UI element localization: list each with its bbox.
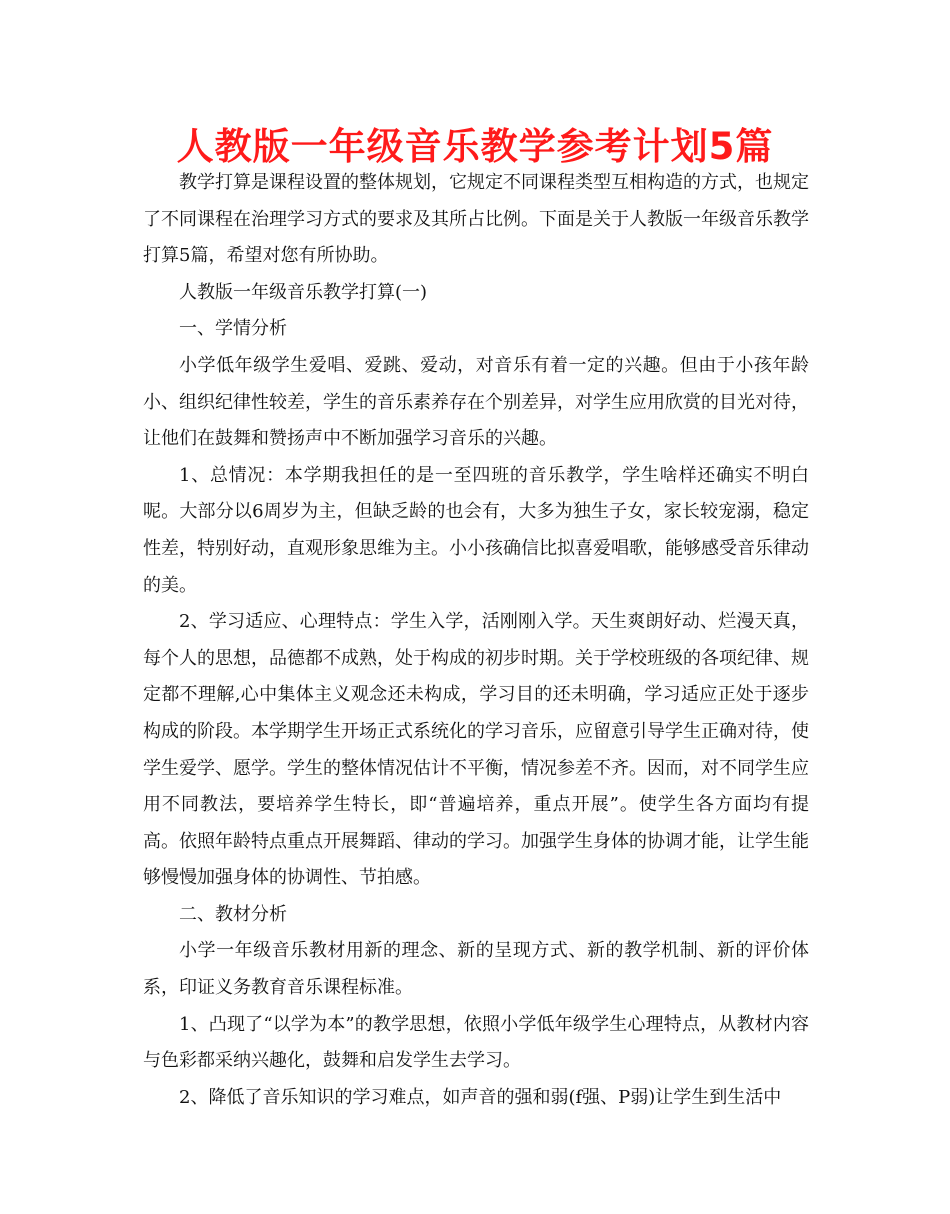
part1-paragraph-2: 1、总情况：本学期我担任的是一至四班的音乐教学，学生啥样还确实不明白呢。大部分以6周岁为主，但缺乏龄的也会有，大多为独生子女，家长较宠溺，稳定性差，特别好动，直观形象思维为主。小小孩确信比拟喜爱唱歌，能够感受音乐律动的美。: [143, 464, 809, 596]
document-title: 人教版一年级音乐教学参考计划5篇: [176, 125, 774, 168]
intro-paragraph: 教学打算是课程设置的整体规划，它规定不同课程类型互相构造的方式，也规定了不同课程在治理学习方式的要求及其所占比例。下面是关于人教版一年级音乐教学打算5篇，希望对您有所协助。: [143, 172, 809, 267]
part1-heading: 一、学情分析: [179, 318, 287, 340]
part2-paragraph-2: 1、凸现了“以学为本”的教学思想，依照小学低年级学生心理特点，从教材内容与色彩都采纳兴趣化，鼓舞和启发学生去学习。: [143, 1013, 809, 1072]
part2-heading: 二、教材分析: [179, 903, 287, 925]
part2-paragraph-1: 小学一年级音乐教材用新的理念、新的呈现方式、新的教学机制、新的评价体系，印证义务教育音乐课程标准。: [143, 940, 809, 999]
section-title: 人教版一年级音乐教学打算(一): [179, 281, 428, 303]
part1-paragraph-1: 小学低年级学生爱唱、爱跳、爱动，对音乐有着一定的兴趣。但由于小孩年龄小、组织纪律性较差，学生的音乐素养存在个别差异，对学生应用欣赏的目光对待，让他们在鼓舞和赞扬声中不断加强学习音乐的兴趣。: [143, 354, 809, 450]
part2-paragraph-3: 2、降低了音乐知识的学习难点，如声音的强和弱(f强、P弱)让学生到生活中: [179, 1086, 782, 1108]
part1-paragraph-3: 2、学习适应、心理特点：学生入学，活刚刚入学。天生爽朗好动、烂漫天真，每个人的思想，品德都不成熟，处于构成的初步时期。关于学校班级的各项纪律、规定都不理解,心中集体主义观念还未构成，学习目的还未明确，学习适应正处于逐步构成的阶段。本学期学生开场正式系统化的学习音乐，应留意引导学生正确对待，使学生爱学、愿学。学生的整体情况估计不平衡，情况参差不齐。因而，对不同学生应用不同教法，要培养学生特长，即“普遍培养，重点开展”。使学生各方面均有提高。依照年龄特点重点开展舞蹈、律动的学习。加强学生身体的协调才能，让学生能够慢慢加强身体的协调性、节拍感。: [143, 611, 809, 889]
document-body: [143, 165, 809, 1116]
